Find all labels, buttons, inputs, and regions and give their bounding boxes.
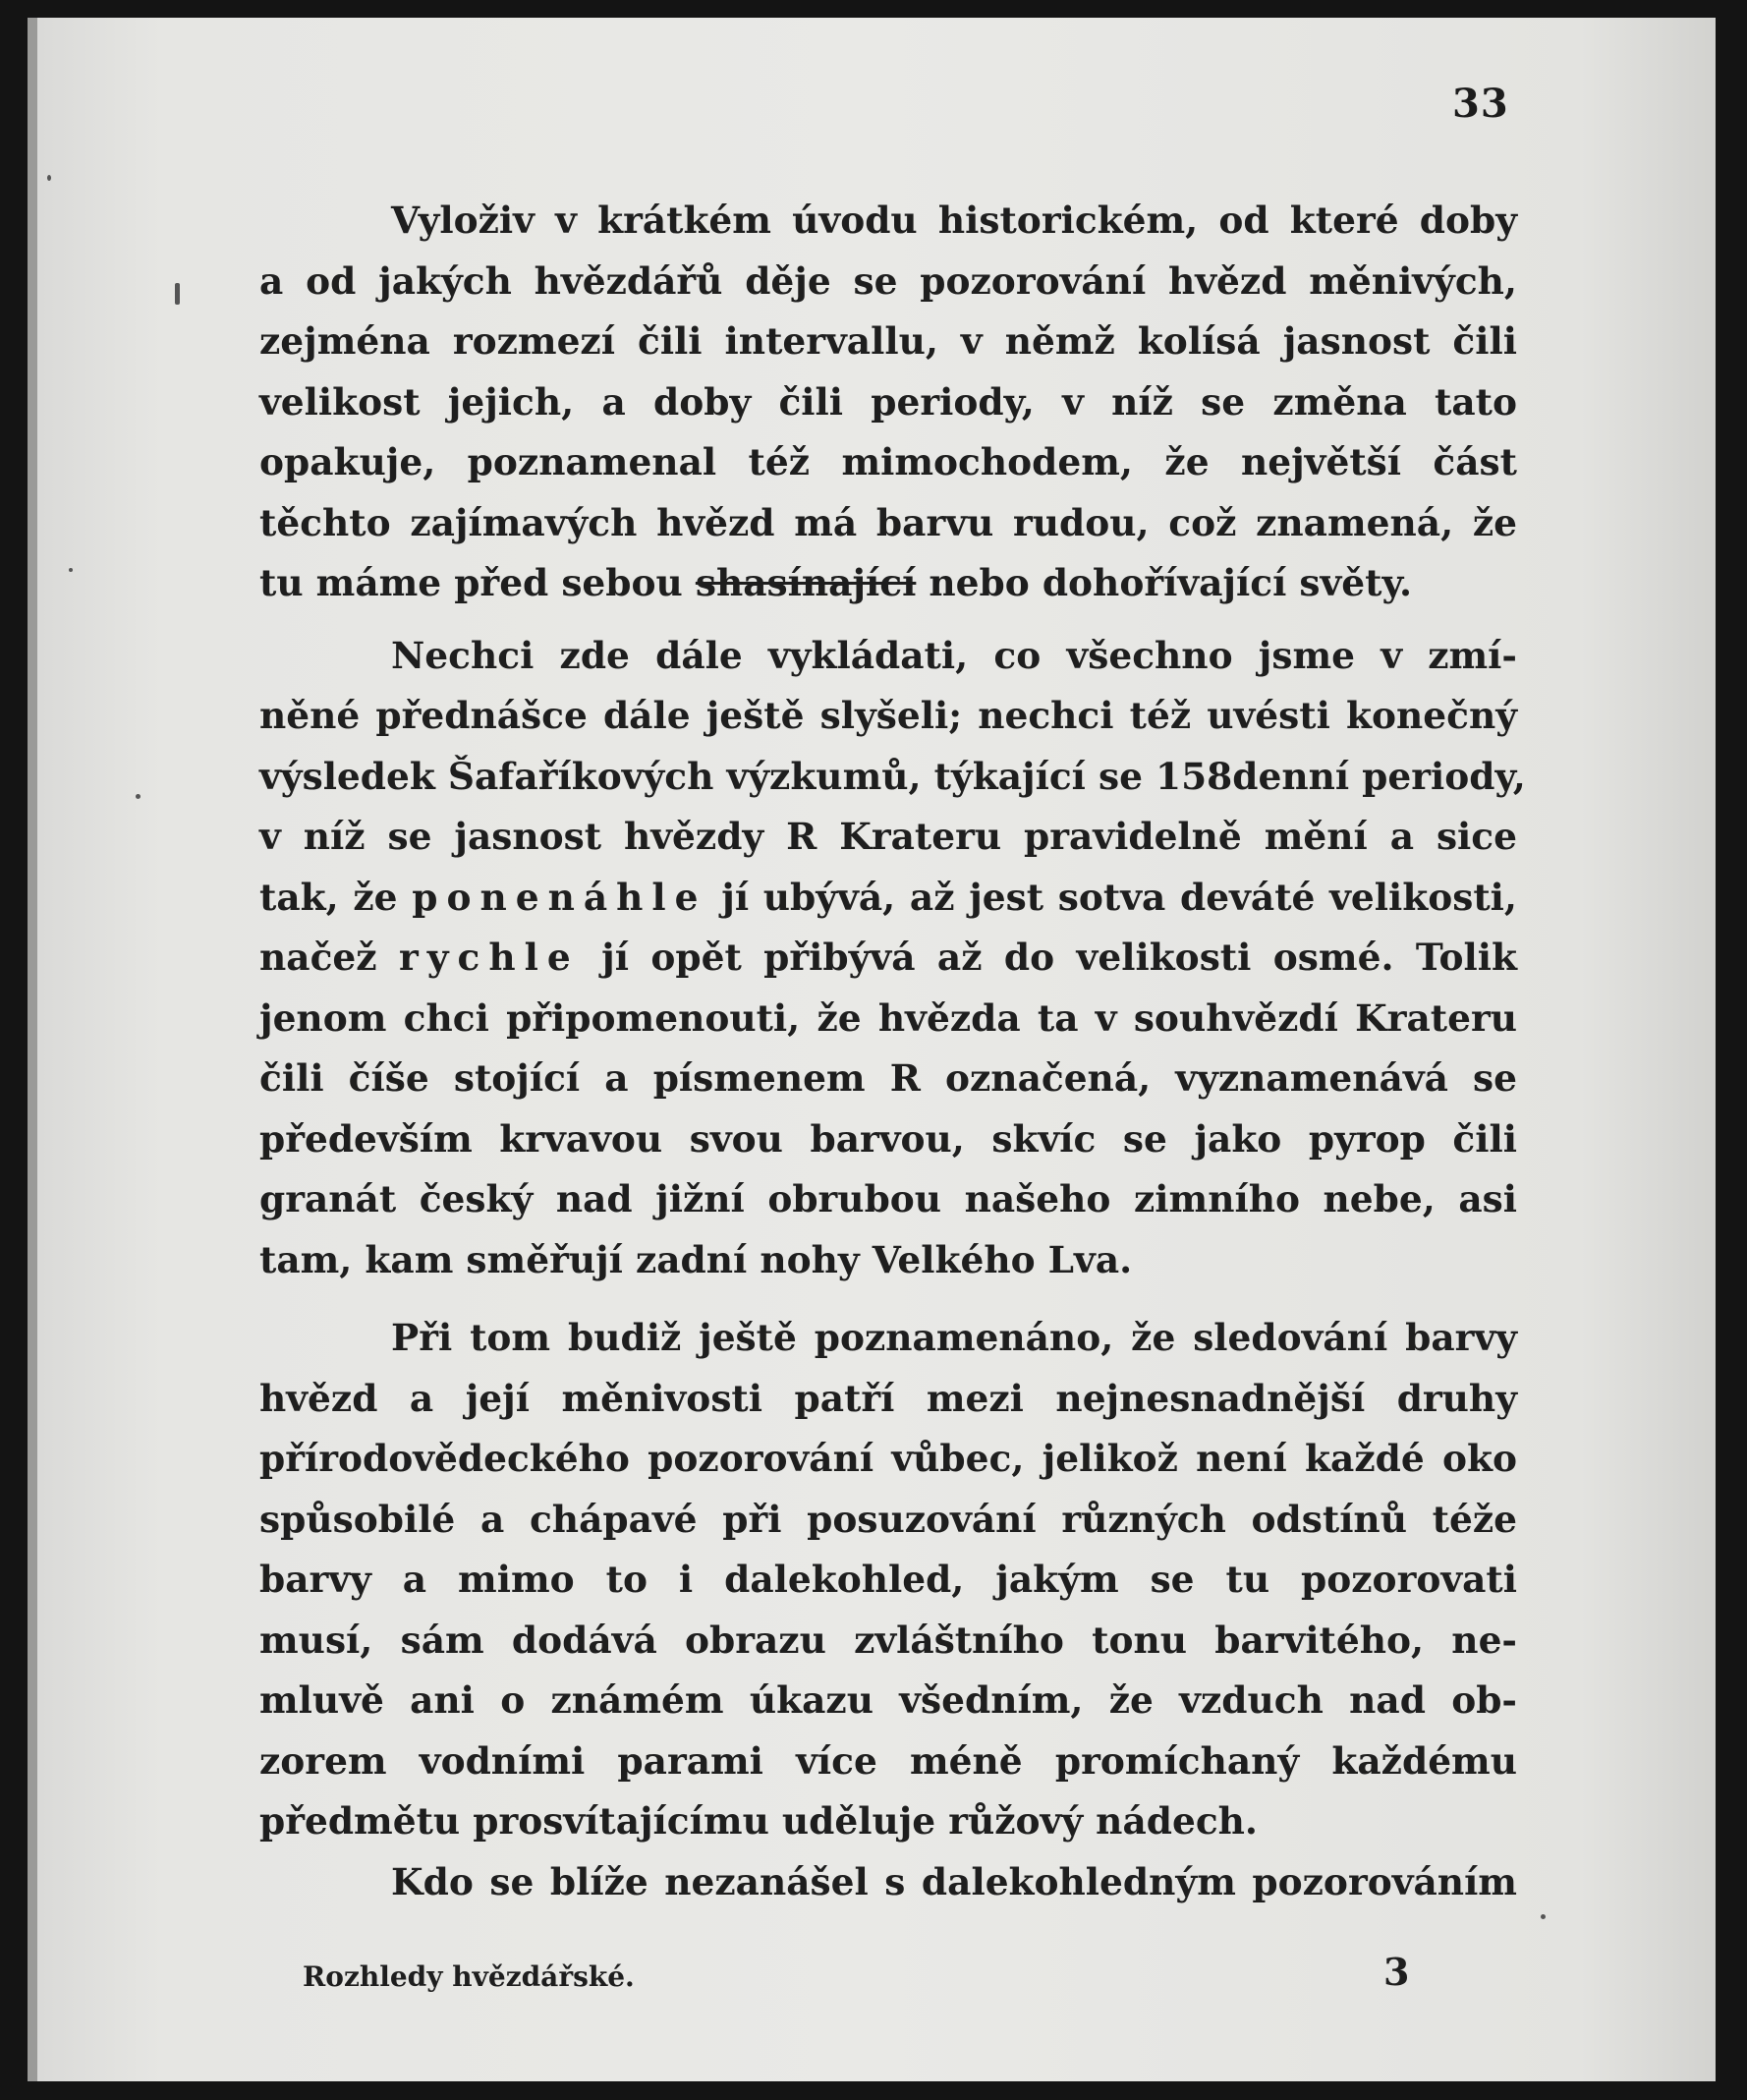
text-line: výsledek Šafaříkových výzkumů, týkající se 158denní periody, <box>259 754 1526 798</box>
body-text <box>259 191 1526 1912</box>
text-line: spůsobilé a chápavé při posuzování různých odstínů téže <box>259 1497 1517 1541</box>
text-line: především krvavou svou barvou, skvíc se jako pyrop čili <box>259 1116 1517 1161</box>
text-line: Vyloživ v krátkém úvodu historickém, od které doby <box>391 199 1517 242</box>
text-line: tam, kam směřují zadní nohy Velkého Lva. <box>259 1237 1133 1281</box>
text-line: a od jakých hvězdářů děje se pozorování hvězd měnivých, <box>259 258 1517 303</box>
text-segment: jí opět přibývá až do velikosti osmé. Tolik <box>579 936 1518 979</box>
text-segment: jí ubývá, až jest sotva deváté velikosti, <box>706 875 1517 919</box>
paragraph-2 <box>259 626 1526 1291</box>
paragraph-1 <box>259 191 1517 614</box>
text-line: Nechci zde dále vykládati, co všechno jsme v zmí- <box>391 633 1517 677</box>
paragraph-4 <box>259 1852 1517 1913</box>
footer-book-title: Rozhledy hvězdářské. <box>303 1960 635 1993</box>
text-line: zejména rozmezí čili intervallu, v němž kolísá jasnost čili <box>259 319 1517 363</box>
text-line: přírodovědeckého pozorování vůbec, jelikož není každé oko <box>259 1437 1517 1480</box>
paragraph-3 <box>259 1308 1517 1852</box>
book-page <box>28 18 1716 2081</box>
scan-speck <box>1541 1914 1546 1919</box>
text-line: barvy a mimo to i dalekohled, jakým se tu pozorovati <box>259 1558 1517 1601</box>
spaced-word: rychle <box>398 936 580 979</box>
text-line: granát český nad jižní obrubou našeho zimního nebe, asi <box>259 1177 1517 1220</box>
text-segment: tak, že <box>259 875 413 919</box>
footer-signature-mark: 3 <box>1383 1950 1410 1994</box>
text-line: zorem vodními parami více méně promíchaný každému <box>259 1738 1517 1783</box>
scan-speck <box>69 568 73 572</box>
text-line: opakuje, poznamenal též mimochodem, že největší část <box>259 440 1517 483</box>
text-line: jenom chci připomenouti, že hvězda ta v souhvězdí Krateru <box>259 995 1517 1040</box>
text-line: hvězd a její měnivosti patří mezi nejnesnadnější druhy <box>259 1376 1517 1420</box>
scan-speck <box>175 283 180 305</box>
scan-speck <box>47 175 51 181</box>
text-line: mluvě ani o známém úkazu všedním, že vzduch nad ob- <box>259 1678 1517 1722</box>
text-line: něné přednášce dále ještě slyšeli; nechci též uvésti konečný <box>259 694 1517 737</box>
text-line: velikost jejich, a doby čili periody, v níž se změna tato <box>259 379 1517 424</box>
page-number: 33 <box>1452 81 1509 127</box>
text-line: Při tom budiž ještě poznamenáno, že sledování barvy <box>391 1316 1517 1359</box>
page-spine-edge <box>28 18 37 2081</box>
text-line <box>259 868 1517 929</box>
struck-word: shasínající <box>695 561 917 604</box>
text-line: v níž se jasnost hvězdy R Krateru pravidelně mění a sice <box>259 815 1517 858</box>
text-line: musí, sám dodává obrazu zvláštního tonu barvitého, ne- <box>259 1618 1517 1662</box>
spaced-word: ponenáhle <box>412 875 707 919</box>
text-line <box>259 928 1517 989</box>
text-segment: nebo dohořívající světy. <box>916 561 1412 604</box>
text-segment: tu máme před sebou <box>259 561 696 604</box>
text-line <box>259 553 1517 614</box>
text-line: předmětu prosvítajícímu uděluje růžový nádech. <box>259 1799 1258 1843</box>
text-segment: načež <box>259 936 399 979</box>
text-line: Kdo se blíže nezanášel s dalekohledným pozorováním <box>391 1859 1517 1903</box>
scan-speck <box>136 794 141 799</box>
text-line: čili číše stojící a písmenem R označená, vyznamenává se <box>259 1056 1517 1100</box>
text-line: těchto zajímavých hvězd má barvu rudou, což znamená, že <box>259 500 1517 544</box>
